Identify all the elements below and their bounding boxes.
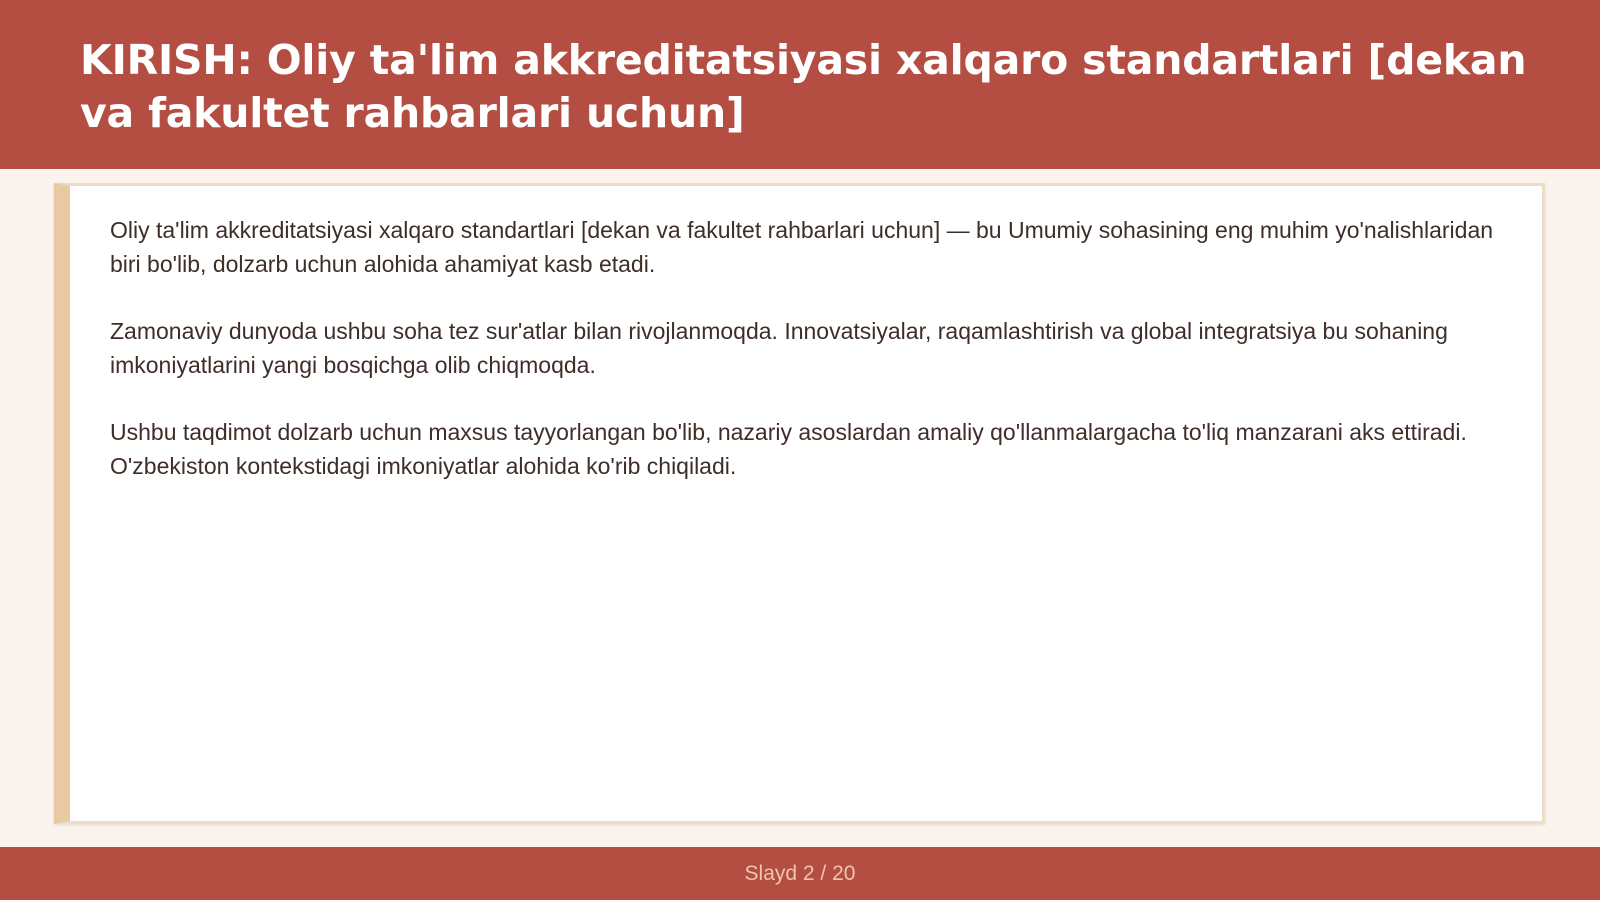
paragraph-intro: Oliy ta'lim akkreditatsiyasi xalqaro standartlari [dekan va fakultet rahbarlari uchun] — bu Umumiy sohasining eng muhim yo'nalishlaridan biri bo'lib, dolzarb uchun alohida ahamiyat kasb etadi. (110, 217, 1494, 277)
content-body (110, 213, 1520, 516)
content-card (54, 183, 1545, 824)
paragraph-modern-world: Zamonaviy dunyoda ushbu soha tez sur'atlar bilan rivojlanmoqda. Innovatsiyalar, raqamlashtirish va global integratsiya bu sohaning imkoniyatlarini yangi bosqichga olib chiqmoqda. (110, 318, 1448, 378)
slide-footer (0, 847, 1600, 900)
paragraph-presentation-scope: Ushbu taqdimot dolzarb uchun maxsus tayyorlangan bo'lib, nazariy asoslardan amaliy qo'llanmalargacha to'liq manzarani aks ettiradi. O'zbekiston kontekstidagi imkoniyatlar alohida ko'rib chiqiladi. (110, 419, 1467, 479)
slide-title: KIRISH: Oliy ta'lim akkreditatsiyasi xalqaro standartlari [dekan va fakultet rahbarlari uchun] (80, 36, 1527, 137)
slide-counter: Slayd 2 / 20 (744, 862, 856, 885)
slide-header (0, 0, 1600, 169)
